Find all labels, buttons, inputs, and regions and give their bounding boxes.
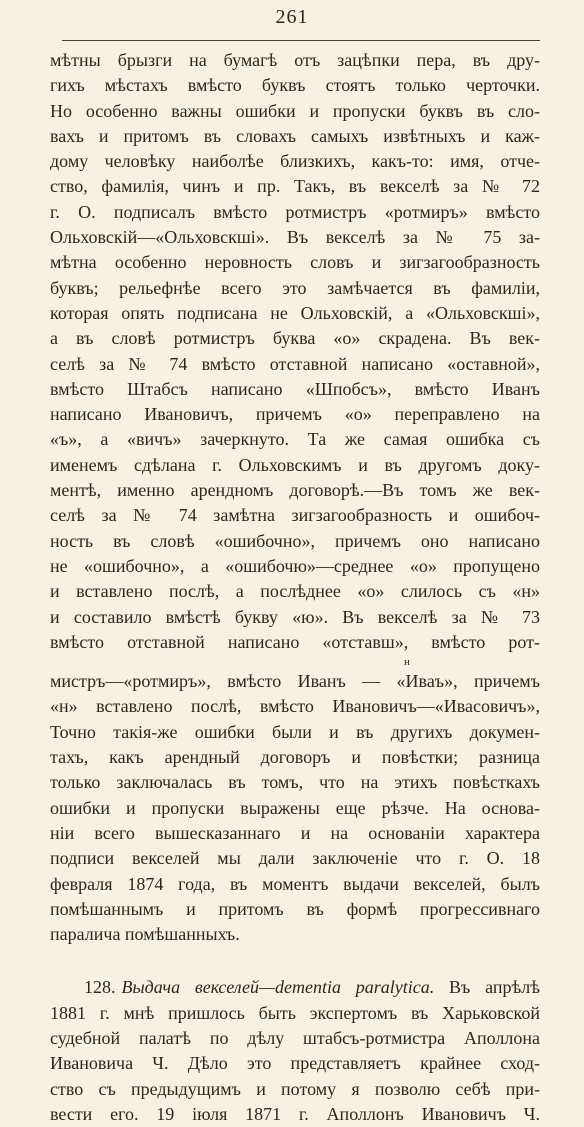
section-title: Выдача векселей—dementia paralytica.: [121, 977, 435, 998]
text-line: «ъ», а «вичъ» зачеркнуто. Та же самая ошибка съ: [50, 429, 540, 450]
text-line: только заключалась въ томъ, что на этихъ повѣсткахъ: [50, 772, 540, 793]
section-gap: [50, 947, 540, 975]
text-line: помѣшаннымъ и притомъ въ формѣ прогрессивнаго: [50, 898, 540, 919]
text-line: февраля 1874 года, въ моментъ выдачи векселей, былъ: [50, 873, 540, 894]
text-line: паралича помѣшанныхъ.: [50, 924, 240, 945]
text-line: г. О. подписалъ вмѣсто ротмистръ «ротмиръ» вмѣсто: [50, 201, 540, 222]
text-line: а въ словѣ ротмистръ буква «о» скрадена. Въ век-: [50, 328, 540, 349]
text-line: гихъ мѣстахъ вмѣсто буквъ стоятъ только черточки.: [50, 75, 540, 96]
text-line: тахъ, какъ арендный договоръ и повѣстки; разница: [50, 747, 540, 768]
text-line: мѣтны брызги на бумагѣ отъ зацѣпки пера, въ дру-: [50, 50, 540, 70]
section-heading-line: [50, 975, 540, 1000]
text-line: и составило вмѣстѣ букву «ю». Въ векселѣ за № 73: [50, 606, 540, 627]
text-line: мистръ—«ротмиръ», вмѣсто Иванъ — «Иваъ», причемъ: [50, 671, 540, 692]
text-line: «н» вставлено послѣ, вмѣсто Ивановичъ—«Ивасовичъ»,: [50, 696, 540, 717]
text-line: 1881 г. мнѣ пришлось быть экспертомъ въ Харьковской: [50, 1002, 540, 1023]
text-line: вести его. 19 іюля 1871 г. Аполлонъ Ивановичъ Ч.: [50, 1103, 540, 1124]
text-line: именемъ сдѣлана г. Ольховскимъ и въ другомъ доку-: [50, 454, 540, 475]
text-line: вахъ и притомъ въ словахъ самыхъ извѣтныхъ и каж-: [50, 125, 540, 146]
text-line: селѣ за № 74 вмѣсто отставной написано «оставной»,: [50, 353, 540, 374]
superscript-insertion: н: [404, 656, 410, 669]
text-line: буквъ; рельефнѣе всего это замѣчается въ фамиліи,: [50, 277, 540, 298]
text-line: селѣ за № 74 замѣтна зигзагообразность и ошибоч-: [50, 505, 540, 526]
section-body: [50, 1001, 540, 1127]
text-line: подписи векселей мы дали заключеніе что г. О. 18: [50, 848, 540, 869]
section-128: [50, 975, 540, 1127]
text-line: которая опять подписана не Ольховскій, а «Ольховскші»,: [50, 302, 540, 323]
text-line: ошибки и пропуски выражены еще рѣзче. На основа-: [50, 797, 540, 818]
text-line: и вставлено послѣ, а послѣднее «о» слилось съ «н»: [50, 581, 540, 602]
text-line: дому человѣку наиболѣе близкихъ, какъ-то: имя, отче-: [50, 151, 540, 172]
paragraph-conclusion: [50, 669, 540, 947]
text-line: Ивановича Ч. Дѣло это представляетъ крайнее сход-: [50, 1053, 540, 1074]
text-line: ніи всего вышесказаннаго и на основаніи характера: [50, 822, 540, 843]
text-line: судебной палатѣ по дѣлу штабсъ-ротмистра Аполлона: [50, 1027, 540, 1048]
text-line: ность въ словѣ «ошибочно», причемъ оно написано: [50, 530, 540, 551]
text-line: ство, фамилія, чинъ и пр. Такъ, въ векселѣ за № 72: [50, 176, 540, 197]
page-number: 261: [275, 6, 309, 28]
text-line: вмѣсто Штабсъ написано «Шпобсъ», вмѣсто Иванъ: [50, 378, 540, 399]
text-line: не «ошибочно», а «ошибочю»—среднее «о» пропущено: [50, 555, 540, 576]
text-line: ментѣ, именно арендномъ договорѣ.—Въ томъ же век-: [50, 480, 540, 501]
paragraph-continuation: [50, 48, 540, 655]
section-first-line-rest: Въ апрѣлѣ: [449, 977, 540, 998]
body-text: [50, 48, 540, 1127]
text-line: вмѣсто отставной написано «отставш», вмѣсто рот-: [50, 631, 540, 652]
text-line: Точно такія-же ошибки были и въ другихъ докумен-: [50, 721, 540, 742]
text-line: ство съ предыдущимъ и потому я позволю себѣ при-: [50, 1078, 540, 1099]
section-number: 128.: [84, 977, 116, 998]
text-line: написано Ивановичъ, причемъ «о» переправлено на: [50, 404, 540, 425]
text-line: Но особенно важны ошибки и пропуски буквъ въ сло-: [50, 100, 540, 121]
text-line: Ольховскій—«Ольховскші». Въ векселѣ за № 75 за-: [50, 227, 540, 248]
header-rule: [62, 40, 540, 41]
text-line: мѣтна особенно неровность словъ и зигзагообразность: [50, 252, 540, 273]
